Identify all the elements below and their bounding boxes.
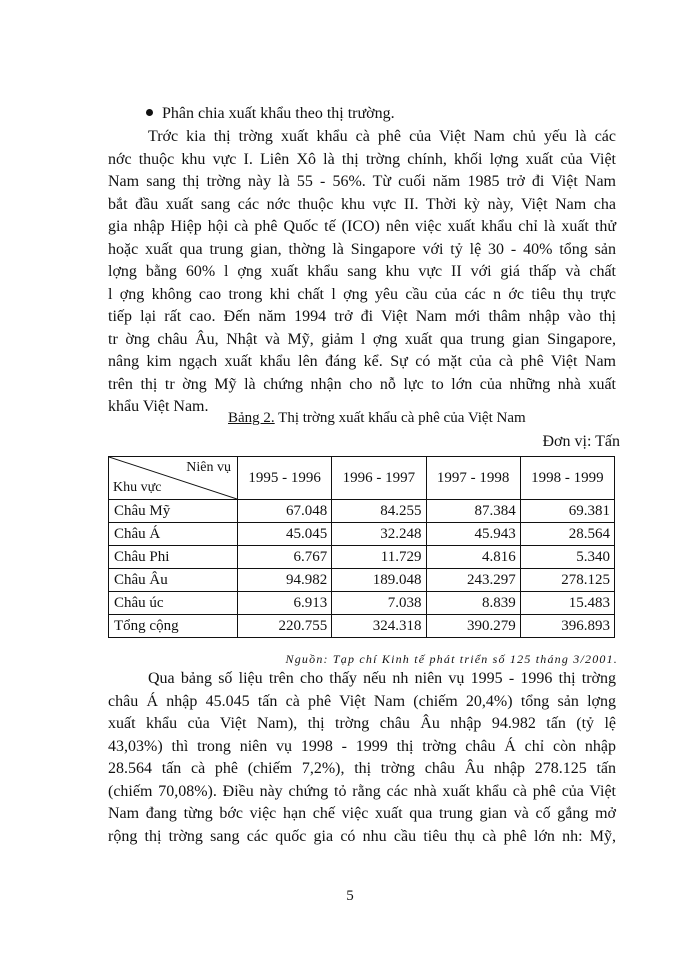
column-header: 1998 - 1999 — [520, 457, 614, 500]
paragraph-line: bắt đầu xuất sang các nớc thuộc khu vực II. Thời kỳ này, Việt Nam cha — [108, 195, 616, 213]
table-cell: 4.816 — [426, 546, 520, 569]
table-row — [109, 546, 615, 569]
paragraph-line: xuất khẩu của Việt Nam), thị trờng châu Âu nhập 94.982 tấn (tỷ lệ — [108, 715, 616, 732]
table-cell: 396.893 — [520, 615, 614, 638]
table-cell: 32.248 — [332, 523, 426, 546]
table-cell: 390.279 — [426, 615, 520, 638]
paragraph-line: l ợng không cao trong khi chất l ợng yêu cầu của các n ớc tiêu thụ trực — [108, 285, 616, 303]
row-label: Châu Mỹ — [109, 500, 238, 523]
table-cell: 45.943 — [426, 523, 520, 546]
table-row — [109, 569, 615, 592]
table-caption-label: Bảng 2. — [228, 410, 275, 426]
paragraph-line: tr ờng châu Âu, Nhật và Mỹ, giảm l ợng xuất qua trung gian Singapore, — [108, 330, 616, 348]
table-source: Nguồn: Tạp chí Kinh tế phát triển số 125 tháng 3/2001. — [285, 652, 618, 666]
table-unit: Đơn vị: Tấn — [542, 433, 620, 450]
paragraph-line: tiếp lại rất cao. Đến năm 1994 trở đi Việt Nam mới thâm nhập vào thị — [108, 308, 616, 325]
row-label: Châu úc — [109, 592, 238, 615]
paragraph-line: rộng thị trờng sang các quốc gia có nhu cầu tiêu thụ cà phê lớn nh: Mỹ, — [108, 827, 616, 845]
table-cell: 6.767 — [238, 546, 332, 569]
table-cell: 5.340 — [520, 546, 614, 569]
page-number: 5 — [346, 888, 354, 904]
table-cell: 11.729 — [332, 546, 426, 569]
table-cell: 189.048 — [332, 569, 426, 592]
table-cell: 94.982 — [238, 569, 332, 592]
row-label: Châu Âu — [109, 569, 238, 592]
paragraph-2 — [108, 668, 616, 848]
table-cell: 84.255 — [332, 500, 426, 523]
table-corner-cell — [109, 457, 238, 500]
corner-label-region: Khu vực — [113, 480, 162, 495]
paragraph-line: gia nhập Hiệp hội cà phê Quốc tế (ICO) nên việc xuất khẩu chỉ là xuất thử — [108, 218, 616, 235]
table-caption-title: Thị trờng xuất khẩu cà phê của Việt Nam — [274, 410, 526, 426]
table-header-row — [109, 457, 615, 500]
row-label: Châu Á — [109, 523, 238, 546]
table-cell: 7.038 — [332, 592, 426, 615]
table-cell: 8.839 — [426, 592, 520, 615]
paragraph-line: (chiếm 70,08%). Điều này chứng tỏ rằng các nhà xuất khẩu cà phê của Việt — [108, 782, 616, 800]
paragraph-line: 28.564 tấn cà phê (chiếm 7,2%), thị trờng châu Âu nhập 278.125 tấn — [108, 760, 616, 777]
paragraph-line: hoặc xuất qua trung gian, thờng là Singapore với tỷ lệ 30 - 40% tổng sản — [108, 240, 616, 258]
paragraph-line: lợng bằng 60% l ợng xuất khẩu sang khu vực II với giá thấp và chất — [108, 263, 616, 280]
export-market-table — [108, 456, 615, 638]
table-cell: 28.564 — [520, 523, 614, 546]
table-row — [109, 523, 615, 546]
table-cell: 67.048 — [238, 500, 332, 523]
paragraph-line: Nam sang thị trờng này là 55 - 56%. Từ cuối năm 1985 trở đi Việt Nam — [108, 173, 616, 190]
table-caption — [228, 410, 526, 427]
table-cell: 69.381 — [520, 500, 614, 523]
table-cell: 220.755 — [238, 615, 332, 638]
table-cell: 278.125 — [520, 569, 614, 592]
row-label: Tổng cộng — [109, 615, 238, 638]
paragraph-line: khẩu Việt Nam. — [108, 398, 209, 415]
table-row — [109, 592, 615, 615]
paragraph-line: Nam đang từng bớc việc hạn chế việc xuất qua trung gian và cố gắng mở — [108, 805, 616, 822]
paragraph-line: Trớc kia thị trờng xuất khẩu cà phê của Việt Nam chủ yếu là các — [148, 128, 616, 145]
heading-text: Phân chia xuất khẩu theo thị trường. — [162, 105, 395, 122]
table-cell: 15.483 — [520, 592, 614, 615]
table-cell: 243.297 — [426, 569, 520, 592]
corner-label-season: Niên vụ — [186, 460, 231, 475]
paragraph-line: châu Á nhập 45.045 tấn cà phê Việt Nam (chiếm 20,4%) tổng sản lợng — [108, 692, 616, 710]
paragraph-line: trên thị tr ờng Mỹ là chứng nhận cho nỗ lực to lớn của những nhà xuất — [108, 375, 616, 393]
paragraph-1 — [108, 126, 616, 419]
paragraph-line: 43,03%) thì trong niên vụ 1998 - 1999 thị trờng châu Á chỉ còn nhập — [108, 737, 616, 755]
bullet-heading — [146, 103, 395, 125]
table-cell: 324.318 — [332, 615, 426, 638]
column-header: 1996 - 1997 — [332, 457, 426, 500]
paragraph-line: Qua bảng số liệu trên cho thấy nếu nh niên vụ 1995 - 1996 thị trờng — [148, 670, 616, 687]
column-header: 1997 - 1998 — [426, 457, 520, 500]
column-header: 1995 - 1996 — [238, 457, 332, 500]
paragraph-line: nớc thuộc khu vực I. Liên Xô là thị trờng chính, khối lợng xuất của Việt — [108, 150, 616, 168]
row-label: Châu Phi — [109, 546, 238, 569]
table-cell: 87.384 — [426, 500, 520, 523]
bullet-icon — [146, 109, 153, 116]
table-cell: 45.045 — [238, 523, 332, 546]
table-row — [109, 500, 615, 523]
paragraph-line: nâng kim ngạch xuất khẩu lên đáng kể. Sự có mặt của cà phê Việt Nam — [108, 353, 616, 370]
table-total-row — [109, 615, 615, 638]
table-cell: 6.913 — [238, 592, 332, 615]
